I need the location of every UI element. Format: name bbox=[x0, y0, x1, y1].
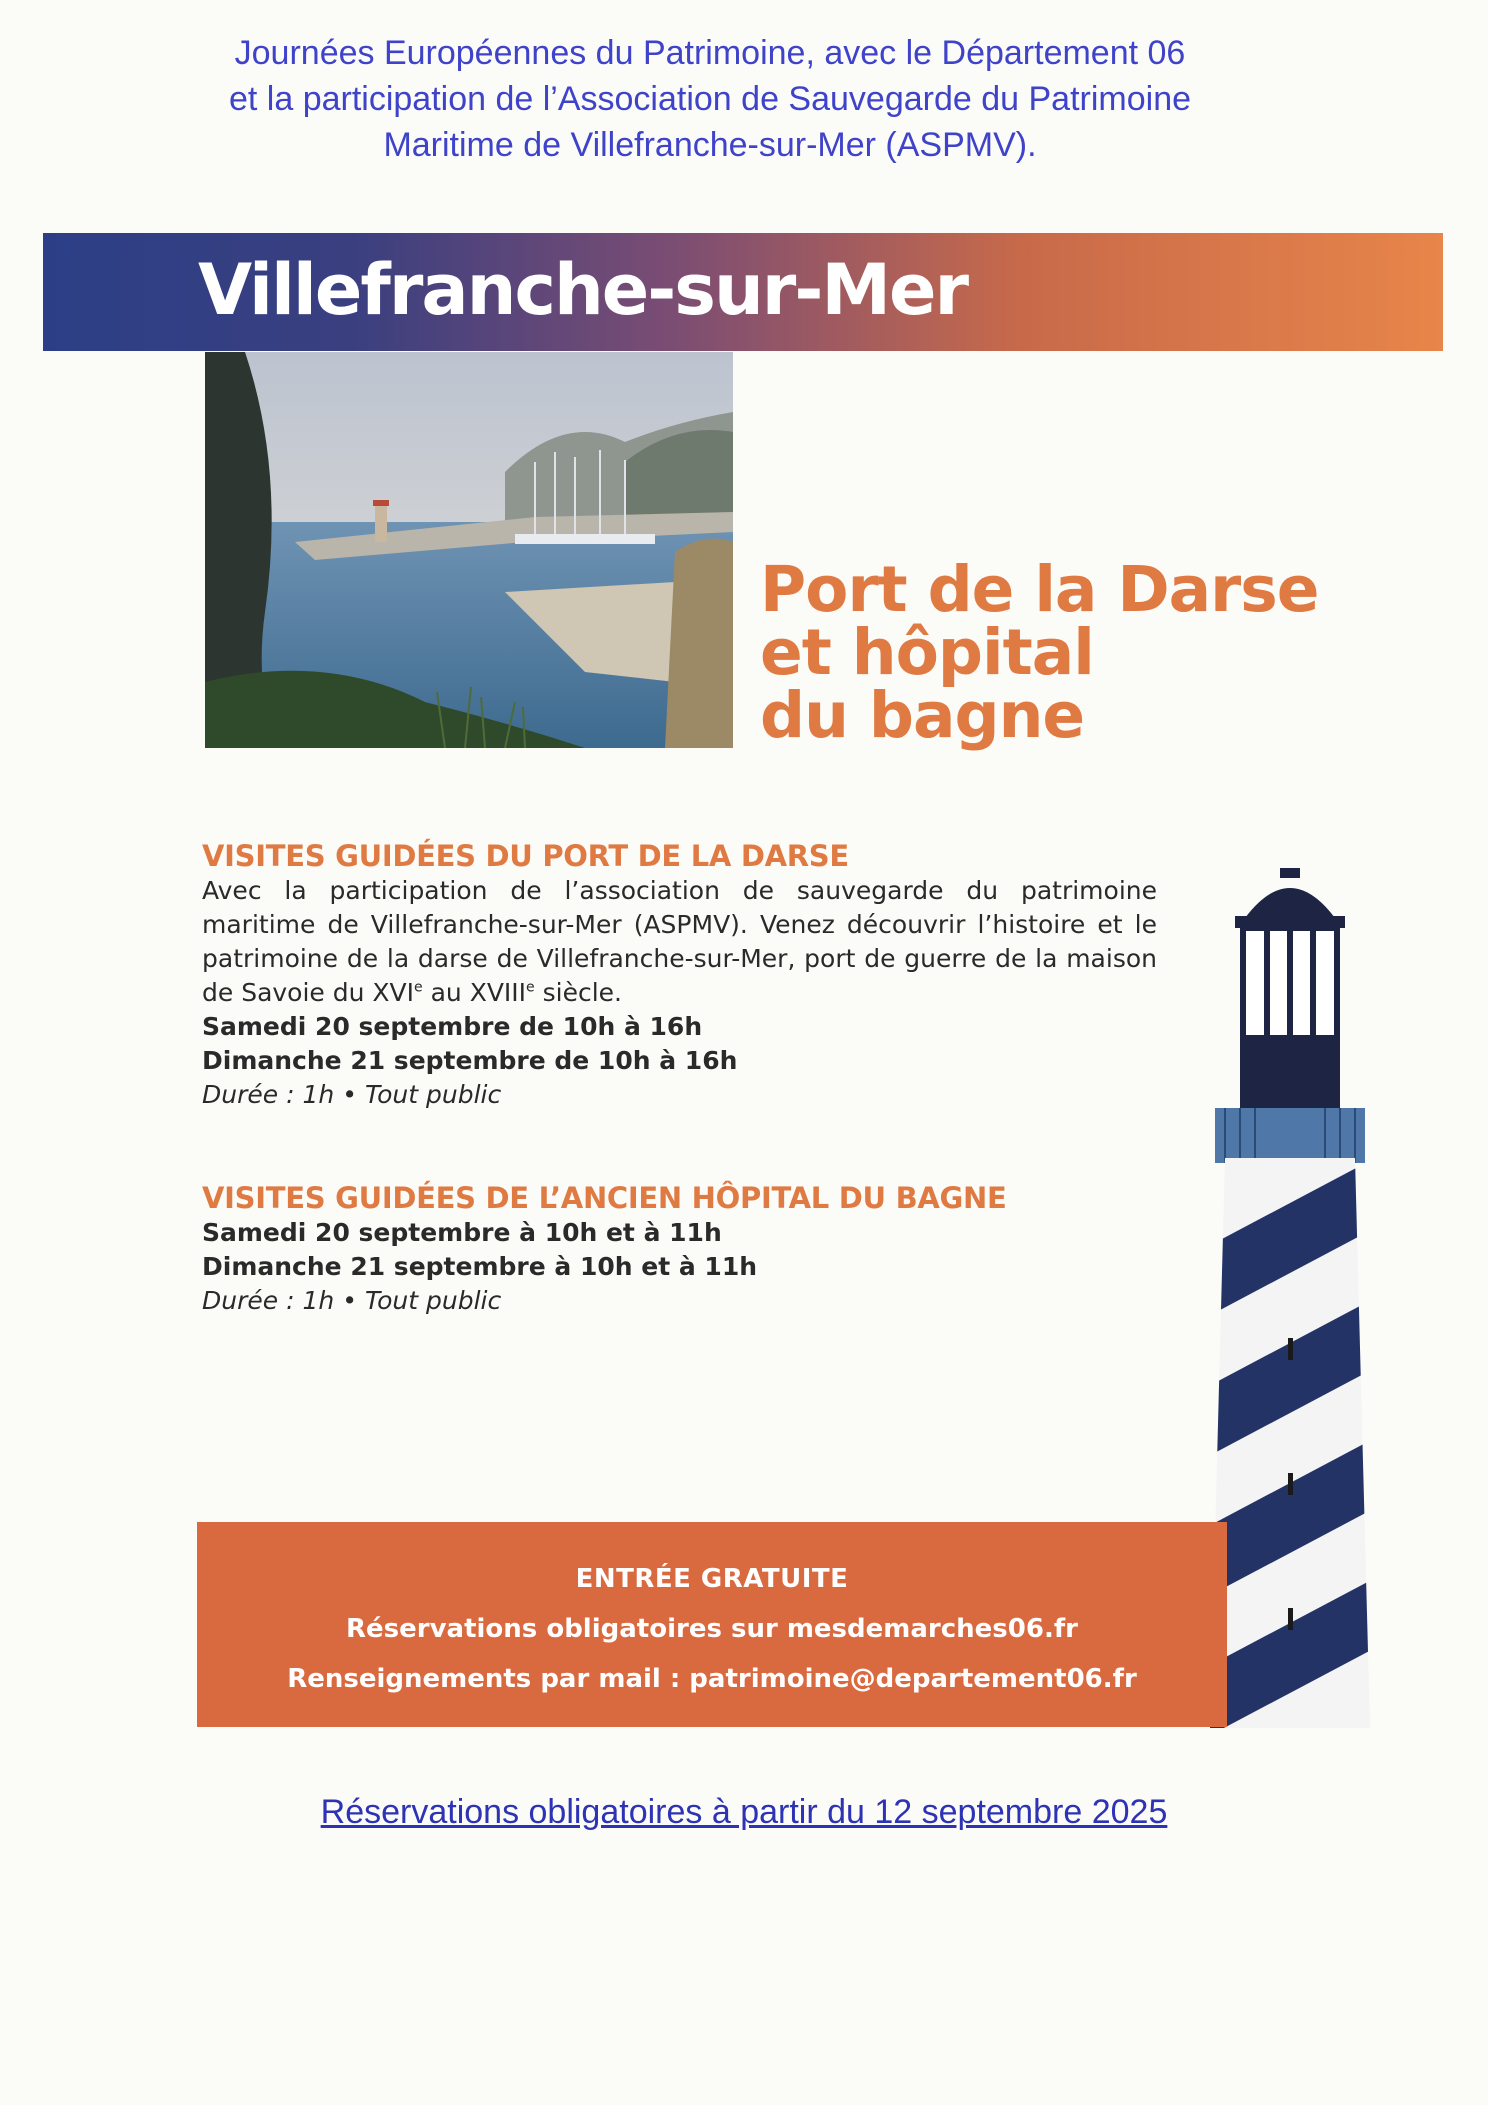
section-hopital-bagne bbox=[202, 1180, 1007, 1318]
event-headline bbox=[760, 553, 1400, 752]
intro-line-1: Journées Européennes du Patrimoine, avec le Département 06 bbox=[234, 34, 1186, 72]
date-sunday: Dimanche 21 septembre à 10h et à 11h bbox=[202, 1252, 758, 1281]
title-banner bbox=[43, 233, 1443, 351]
section-description bbox=[202, 874, 1157, 1010]
headline-line-3: du bagne bbox=[760, 679, 1085, 752]
headline-line-2: et hôpital bbox=[760, 616, 1094, 689]
reservation-link[interactable]: Réservations obligatoires à partir du 12 septembre 2025 bbox=[320, 1793, 1168, 1831]
superscript-e: e bbox=[414, 979, 423, 996]
section-title: VISITES GUIDÉES DE L’ANCIEN HÔPITAL DU BAGNE bbox=[202, 1181, 1007, 1215]
contact-info: Renseignements par mail : patrimoine@departement06.fr bbox=[287, 1664, 1137, 1694]
date-saturday: Samedi 20 septembre de 10h à 16h bbox=[202, 1012, 703, 1041]
audience: Tout public bbox=[364, 1080, 502, 1109]
section-title: VISITES GUIDÉES DU PORT DE LA DARSE bbox=[202, 839, 849, 873]
harbor-photo bbox=[205, 352, 733, 748]
duration-audience bbox=[202, 1078, 922, 1112]
section-port-darse bbox=[202, 838, 1157, 1112]
duration: Durée : 1h bbox=[202, 1080, 335, 1109]
description-text-au: au XVIII bbox=[422, 978, 527, 1007]
intro-line-3: Maritime de Villefranche-sur-Mer (ASPMV). bbox=[383, 126, 1037, 164]
free-entry: ENTRÉE GRATUITE bbox=[575, 1564, 849, 1594]
lighthouse-illustration bbox=[1205, 868, 1375, 1728]
intro-line-2: et la participation de l’Association de Sauvegarde du Patrimoine bbox=[228, 80, 1192, 118]
info-box bbox=[197, 1522, 1227, 1727]
audience: Tout public bbox=[364, 1286, 502, 1315]
date-saturday: Samedi 20 septembre à 10h et à 11h bbox=[202, 1218, 722, 1247]
duration: Durée : 1h bbox=[202, 1286, 335, 1315]
headline-line-1: Port de la Darse bbox=[760, 553, 1319, 626]
intro-text bbox=[200, 30, 1220, 168]
duration-audience bbox=[202, 1284, 922, 1318]
bullet: • bbox=[342, 1286, 357, 1315]
bullet: • bbox=[342, 1080, 357, 1109]
date-sunday: Dimanche 21 septembre de 10h à 16h bbox=[202, 1046, 738, 1075]
reservation-info: Réservations obligatoires sur mesdemarches06.fr bbox=[346, 1614, 1078, 1644]
superscript-e-2: e bbox=[526, 979, 535, 996]
description-text-end: siècle. bbox=[534, 978, 622, 1007]
description-text: Avec la participation de l’association de sauvegarde du patrimoine maritime de Villefranche-sur-Mer (ASPMV). Venez découvrir l’histoire et le patrimoine de la darse de Villefranche-sur-Mer, port de guerre de la maison de Savoie du XVI bbox=[202, 876, 1157, 1007]
banner-title: Villefranche-sur-Mer bbox=[198, 249, 968, 331]
